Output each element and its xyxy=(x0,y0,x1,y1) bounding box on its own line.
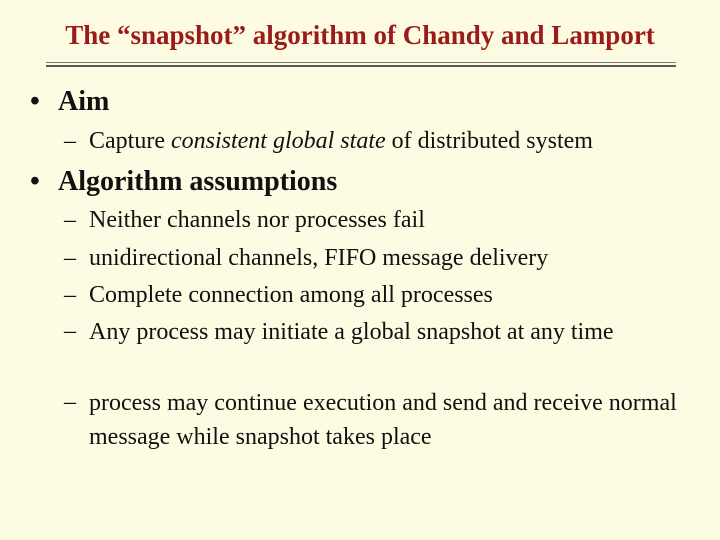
bullet-assumptions xyxy=(30,166,337,198)
dash-icon: – xyxy=(64,318,76,344)
assumption-item-3 xyxy=(64,279,704,311)
assumption-item-1 xyxy=(64,204,704,236)
assumption-item-text: Complete connection among all processes xyxy=(89,282,493,308)
dash-icon: – xyxy=(64,389,76,415)
aim-item-text xyxy=(89,125,704,157)
slide-title: The “snapshot” algorithm of Chandy and Lamport xyxy=(65,20,655,50)
aim-item-text-after: of distributed system xyxy=(385,128,593,154)
assumption-item-4 xyxy=(64,315,664,349)
dash-icon: – xyxy=(64,245,76,271)
assumption-item-text: process may continue execution and send and receive normal message while snapshot takes place xyxy=(89,390,677,450)
dash-icon: – xyxy=(64,282,76,308)
dash-icon: – xyxy=(64,207,76,233)
aim-item-text-before: Capture xyxy=(89,128,171,154)
bullet-icon: • xyxy=(30,166,40,197)
assumption-item-text: Any process may initiate a global snapshot at any time xyxy=(89,319,614,345)
title-divider-thin xyxy=(46,62,676,63)
bullet-icon: • xyxy=(30,86,40,117)
assumption-item-2 xyxy=(64,242,704,274)
dash-icon: – xyxy=(64,128,76,154)
bullet-aim xyxy=(30,86,109,118)
bullet-aim-heading: Aim xyxy=(58,86,110,117)
assumption-item-text: Neither channels nor processes fail xyxy=(89,207,425,233)
aim-item-emphasis: consistent global state xyxy=(170,128,386,154)
aim-item-capture xyxy=(64,125,704,157)
title-divider-thick xyxy=(46,65,676,67)
assumption-item-text: unidirectional channels, FIFO message delivery xyxy=(89,245,549,271)
assumption-item-5 xyxy=(64,386,704,454)
bullet-assumptions-heading: Algorithm assumptions xyxy=(58,166,338,197)
